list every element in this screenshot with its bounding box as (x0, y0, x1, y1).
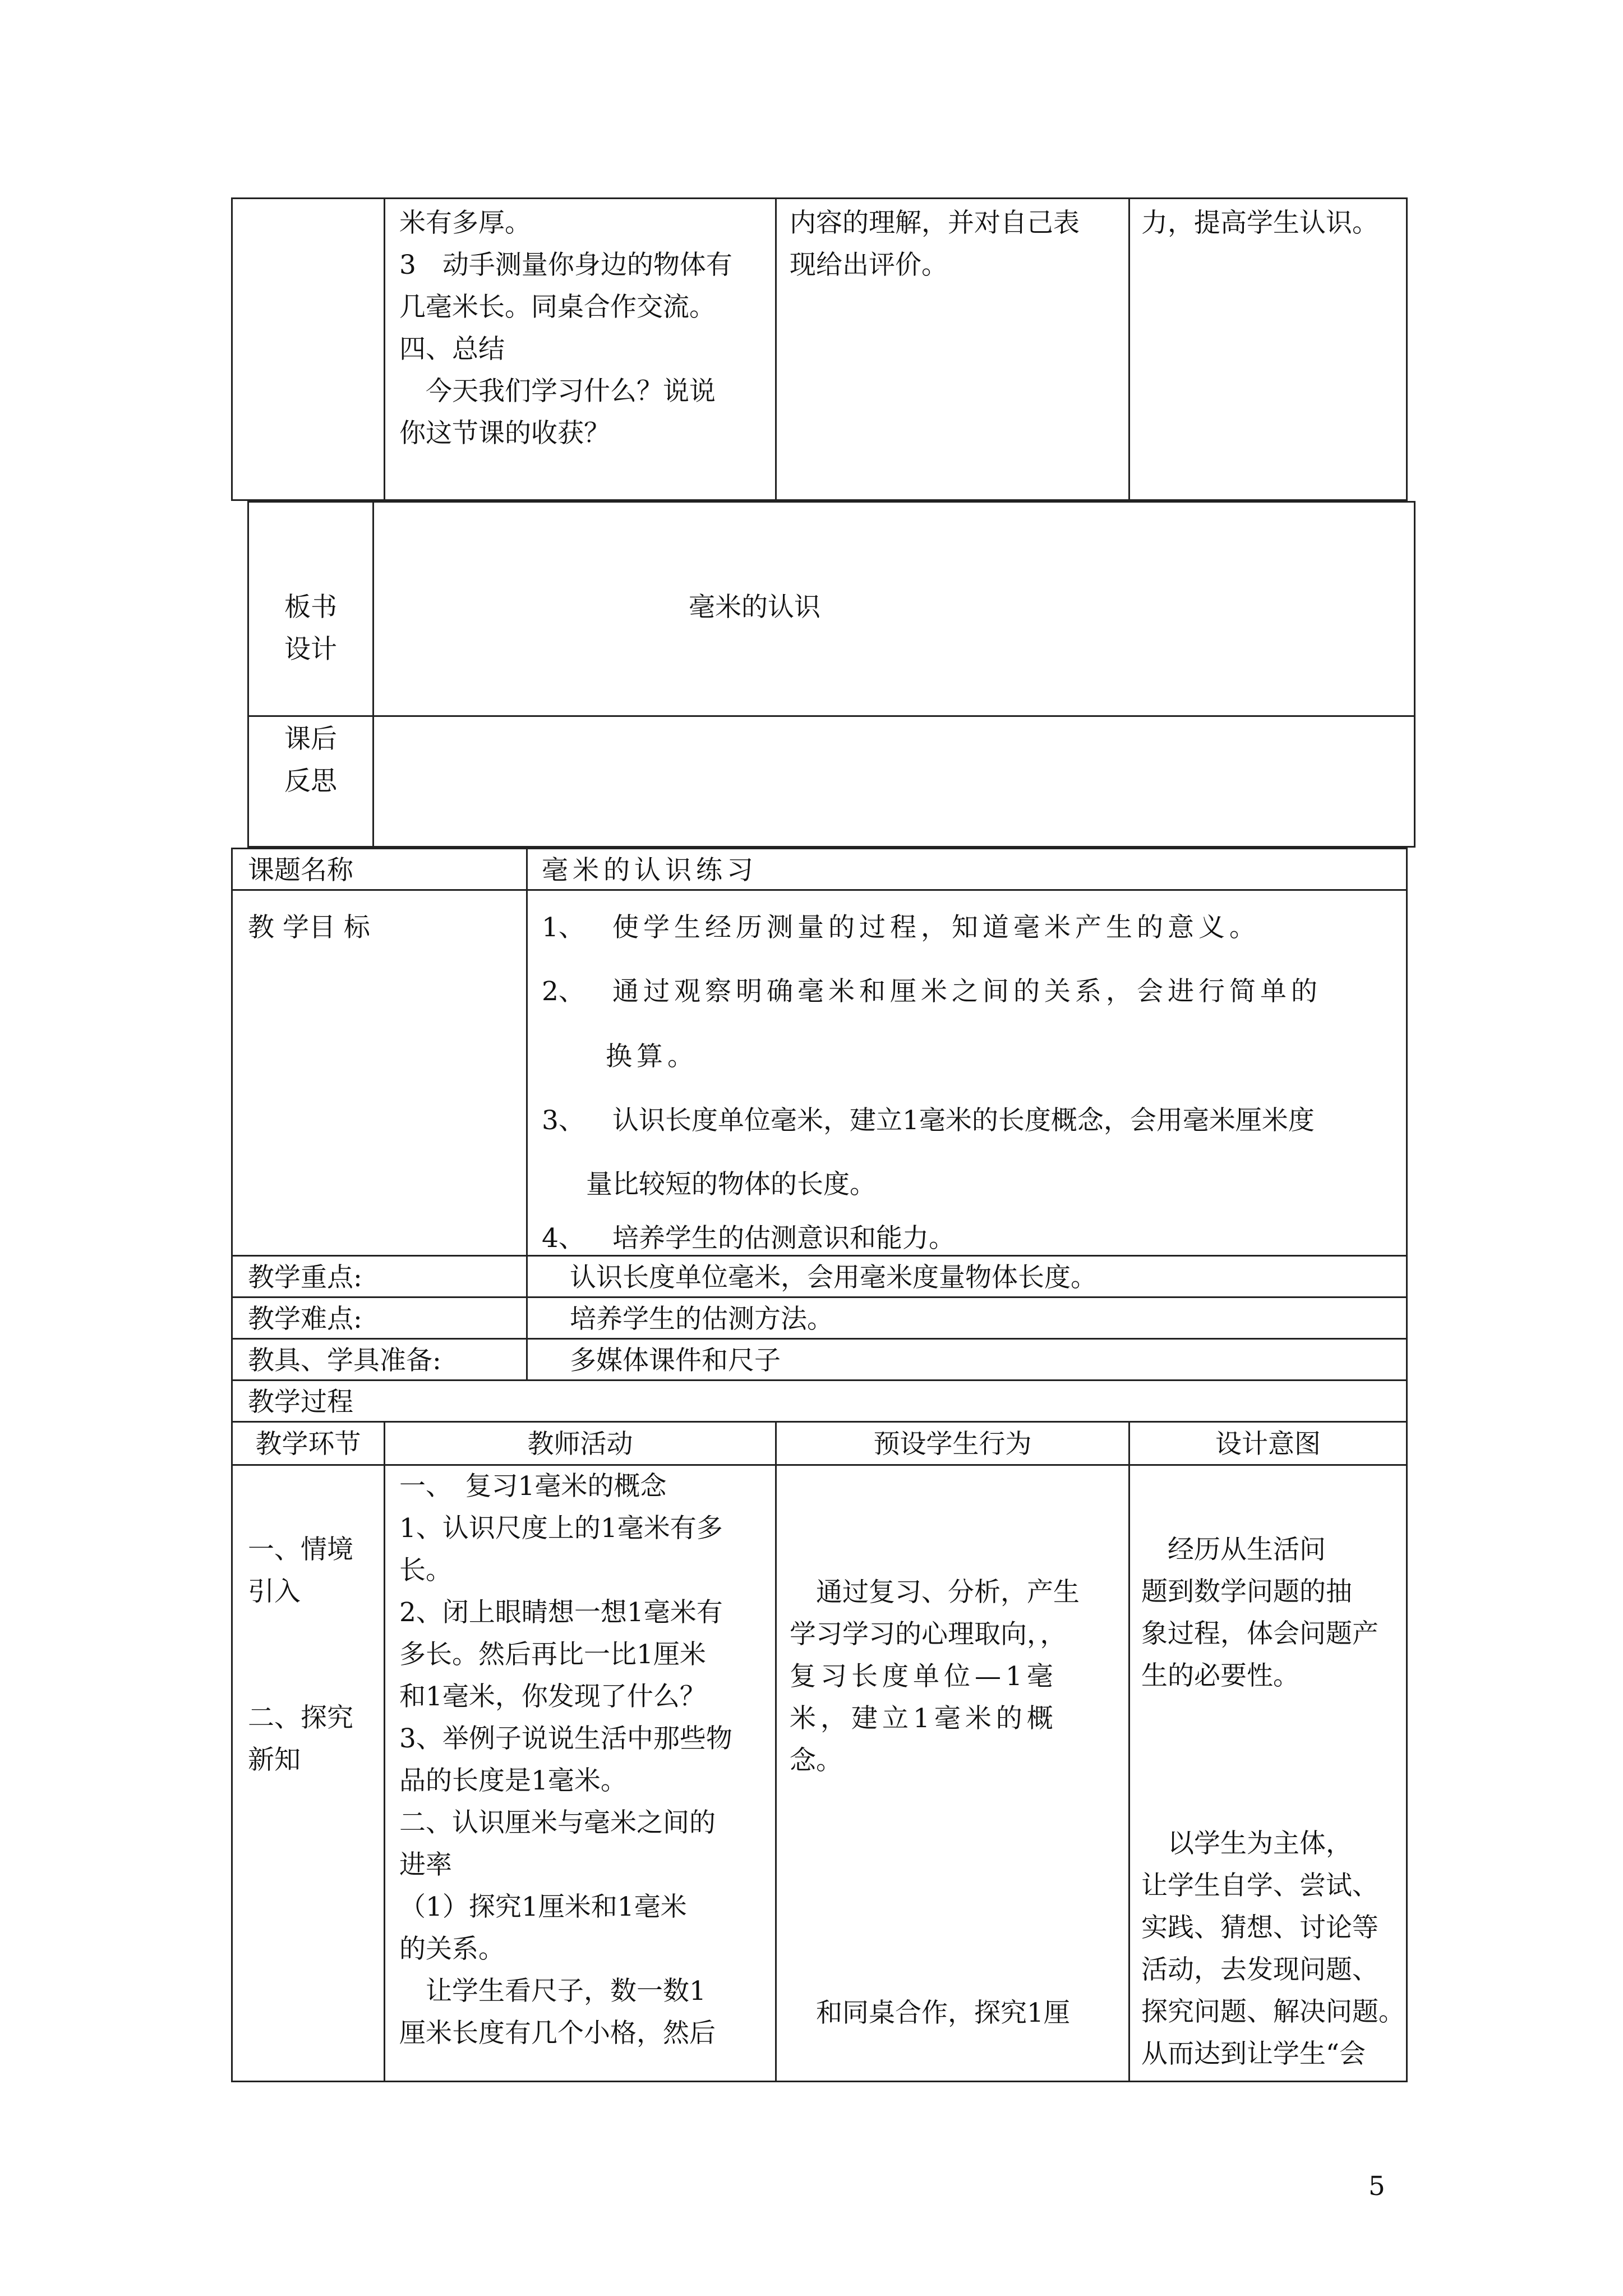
page-number: 5 (1368, 2171, 1385, 2202)
header-intent: 设计意图 (1215, 1429, 1321, 1460)
title-value: 毫米的认识练习 (542, 855, 758, 886)
intent-column-2: 以学生为主体， 让学生自学、尝试、 实践、猜想、讨论等 活动，去发现问题、 探究问题、解决问题。 从而达到让学生“会 (1141, 1828, 1405, 2069)
title-label: 课题名称 (248, 855, 353, 886)
key-point-value: 认识长度单位毫米，会用毫米度量物体长度。 (570, 1262, 1097, 1293)
key-point-label: 教学重点: (248, 1262, 362, 1293)
header-student: 预设学生行为 (873, 1429, 1032, 1460)
student-behavior-column: 通过复习、分析，产生 学习学习的心理取向，， 复习长度单位—1毫 米，建立1毫米的概 念。 (790, 1577, 1080, 1776)
tools-value: 多媒体课件和尺子 (570, 1345, 781, 1376)
tools-label: 教具、学具准备: (248, 1345, 441, 1376)
top-student-behavior: 内容的理解，并对自己表 现给出评价。 (790, 208, 1080, 280)
board-design-label: 板书 设计 (284, 592, 337, 665)
difficulty-value: 培养学生的估测方法。 (570, 1304, 833, 1335)
header-teacher: 教师活动 (527, 1429, 633, 1460)
board-title: 毫米的认识 (689, 592, 820, 623)
header-stage: 教学环节 (255, 1429, 361, 1460)
reflection-label: 课后 反思 (284, 724, 337, 797)
stage-column: 一、情境 引入 二、探究 新知 (248, 1534, 353, 1775)
process-label: 教学过程 (248, 1387, 353, 1418)
student-behavior-cont: 和同桌合作，探究1厘 (790, 1998, 1070, 2028)
goals-label: 教 学目 标 (248, 912, 370, 943)
teacher-activity-column: 一、 复习1毫米的概念 1、认识尺度上的1毫米有多 长。 2、闭上眼睛想一想1毫米有 多长。然后再比一比1厘米 和1毫米，你发现了什么？ 3、举例子说说生活中那些物 品的长度是1毫米。 二、认识厘米与毫米之间的 进率 （1）探究1厘米和1毫米 的关系。 让学生看尺子，数一数1 厘米长度有几个小格，然后 (399, 1471, 732, 2049)
top-teacher-activity: 米有多厚。 3 动手测量你身边的物体有 几毫米长。同桌合作交流。 四、总结 今天我们学习什么？说说 你这节课的收获？ (399, 208, 732, 449)
difficulty-label: 教学难点: (248, 1304, 362, 1335)
top-design-intent: 力，提高学生认识。 (1141, 208, 1378, 238)
intent-column-1: 经历从生活问 题到数学问题的抽 象过程，体会问题产 生的必要性。 (1141, 1534, 1378, 1691)
